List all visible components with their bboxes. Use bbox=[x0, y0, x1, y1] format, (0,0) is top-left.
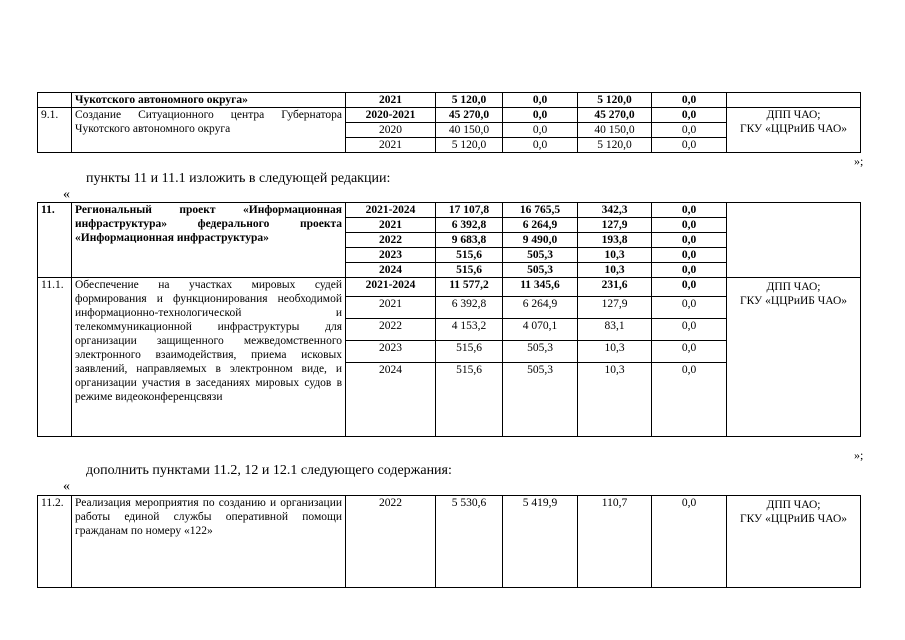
period-cell: 2021-2024 bbox=[346, 278, 436, 297]
amount-cell: 10,3 bbox=[578, 263, 652, 278]
opening-quote: « bbox=[63, 187, 70, 202]
amount-cell: 0,0 bbox=[652, 93, 727, 108]
period-cell: 2023 bbox=[346, 248, 436, 263]
program-table-part-3 bbox=[37, 495, 861, 588]
amount-cell: 0,0 bbox=[503, 108, 578, 123]
org-cell bbox=[727, 108, 861, 153]
closing-quote: »; bbox=[854, 154, 864, 168]
amount-cell: 5 120,0 bbox=[578, 93, 652, 108]
instruction-paragraph: пункты 11 и 11.1 изложить в следующей редакции: bbox=[86, 171, 391, 186]
period-cell: 2021 bbox=[346, 93, 436, 108]
amount-cell: 0,0 bbox=[652, 248, 727, 263]
amount-cell: 110,7 bbox=[578, 496, 652, 588]
period-cell: 2022 bbox=[346, 496, 436, 588]
amount-cell: 6 264,9 bbox=[503, 297, 578, 319]
amount-cell: 9 490,0 bbox=[503, 233, 578, 248]
org-line: ДПП ЧАО; bbox=[766, 281, 821, 293]
amount-cell: 0,0 bbox=[652, 341, 727, 363]
period-cell: 2024 bbox=[346, 363, 436, 437]
amount-cell: 505,3 bbox=[503, 248, 578, 263]
total-cell: 6 392,8 bbox=[436, 297, 503, 319]
amount-cell: 5 419,9 bbox=[503, 496, 578, 588]
row-description: Региональный проект «Информационная инфраструктура» федерального проекта «Информационная инфраструктура» bbox=[72, 203, 346, 278]
total-cell: 515,6 bbox=[436, 263, 503, 278]
amount-cell: 231,6 bbox=[578, 278, 652, 297]
row-number: 11. bbox=[38, 203, 72, 278]
amount-cell: 127,9 bbox=[578, 297, 652, 319]
amount-cell: 4 070,1 bbox=[503, 319, 578, 341]
amount-cell: 0,0 bbox=[652, 278, 727, 297]
amount-cell: 0,0 bbox=[652, 233, 727, 248]
row-description: Обеспечение на участках мировых судей формирования и функционирования необходимой информационно-технологической и телекоммуникационной инфраструктуры для организации защищенного межведомственного электронного взаимодействия, приема исковых заявлений, направляемых в электронном виде, и организации участия в заседаниях мировых судов в режиме видеоконференцсвязи bbox=[72, 278, 346, 437]
total-cell: 515,6 bbox=[436, 341, 503, 363]
period-cell: 2024 bbox=[346, 263, 436, 278]
amount-cell: 45 270,0 bbox=[578, 108, 652, 123]
amount-cell: 16 765,5 bbox=[503, 203, 578, 218]
total-cell: 17 107,8 bbox=[436, 203, 503, 218]
total-cell: 9 683,8 bbox=[436, 233, 503, 248]
amount-cell: 0,0 bbox=[503, 138, 578, 153]
program-table-part-2 bbox=[37, 202, 861, 437]
amount-cell: 0,0 bbox=[652, 123, 727, 138]
amount-cell: 127,9 bbox=[578, 218, 652, 233]
org-line: ДПП ЧАО; bbox=[766, 499, 821, 511]
period-cell: 2022 bbox=[346, 319, 436, 341]
amount-cell: 0,0 bbox=[652, 108, 727, 123]
row-number: 11.1. bbox=[38, 278, 72, 437]
total-cell: 515,6 bbox=[436, 363, 503, 437]
amount-cell: 342,3 bbox=[578, 203, 652, 218]
amount-cell: 10,3 bbox=[578, 341, 652, 363]
amount-cell: 5 120,0 bbox=[578, 138, 652, 153]
table-row bbox=[38, 108, 861, 123]
org-cell bbox=[727, 203, 861, 278]
period-cell: 2021 bbox=[346, 218, 436, 233]
table-row bbox=[38, 93, 861, 108]
amount-cell: 505,3 bbox=[503, 363, 578, 437]
amount-cell: 0,0 bbox=[652, 218, 727, 233]
org-line: ГКУ «ЦЦРиИБ ЧАО» bbox=[739, 295, 848, 307]
period-cell: 2020 bbox=[346, 123, 436, 138]
amount-cell: 505,3 bbox=[503, 341, 578, 363]
total-cell: 5 120,0 bbox=[436, 138, 503, 153]
program-table-part-1 bbox=[37, 92, 861, 153]
table-row bbox=[38, 496, 861, 588]
amount-cell: 0,0 bbox=[652, 496, 727, 588]
amount-cell: 505,3 bbox=[503, 263, 578, 278]
period-cell: 2022 bbox=[346, 233, 436, 248]
total-cell: 5 530,6 bbox=[436, 496, 503, 588]
amount-cell: 0,0 bbox=[652, 297, 727, 319]
closing-quote: »; bbox=[854, 448, 864, 462]
row-description: Чукотского автономного округа» bbox=[72, 93, 346, 108]
org-cell bbox=[727, 93, 861, 108]
period-cell: 2023 bbox=[346, 341, 436, 363]
amount-cell: 10,3 bbox=[578, 363, 652, 437]
amount-cell: 40 150,0 bbox=[578, 123, 652, 138]
period-cell: 2021 bbox=[346, 138, 436, 153]
org-cell bbox=[727, 278, 861, 437]
total-cell: 11 577,2 bbox=[436, 278, 503, 297]
opening-quote: « bbox=[63, 479, 70, 494]
total-cell: 4 153,2 bbox=[436, 319, 503, 341]
amount-cell: 0,0 bbox=[652, 138, 727, 153]
total-cell: 515,6 bbox=[436, 248, 503, 263]
amount-cell: 11 345,6 bbox=[503, 278, 578, 297]
org-line: ГКУ «ЦЦРиИБ ЧАО» bbox=[739, 123, 848, 135]
row-number: 9.1. bbox=[38, 108, 72, 153]
org-cell bbox=[727, 496, 861, 588]
amount-cell: 6 264,9 bbox=[503, 218, 578, 233]
total-cell: 40 150,0 bbox=[436, 123, 503, 138]
amount-cell: 0,0 bbox=[652, 319, 727, 341]
amount-cell: 0,0 bbox=[503, 93, 578, 108]
org-line: ГКУ «ЦЦРиИБ ЧАО» bbox=[739, 513, 848, 525]
total-cell: 6 392,8 bbox=[436, 218, 503, 233]
total-cell: 5 120,0 bbox=[436, 93, 503, 108]
total-cell: 45 270,0 bbox=[436, 108, 503, 123]
row-description: Реализация мероприятия по созданию и организации работы единой службы оперативной помощи гражданам по номеру «122» bbox=[72, 496, 346, 588]
amount-cell: 193,8 bbox=[578, 233, 652, 248]
period-cell: 2020-2021 bbox=[346, 108, 436, 123]
amount-cell: 0,0 bbox=[652, 363, 727, 437]
amount-cell: 0,0 bbox=[503, 123, 578, 138]
amount-cell: 0,0 bbox=[652, 203, 727, 218]
amount-cell: 0,0 bbox=[652, 263, 727, 278]
period-cell: 2021-2024 bbox=[346, 203, 436, 218]
org-line: ДПП ЧАО; bbox=[766, 109, 821, 121]
row-number bbox=[38, 93, 72, 108]
instruction-paragraph: дополнить пунктами 11.2, 12 и 12.1 следующего содержания: bbox=[86, 463, 452, 478]
table-row bbox=[38, 278, 861, 297]
row-description: Создание Ситуационного центра Губернатора Чукотского автономного округа bbox=[72, 108, 346, 153]
amount-cell: 10,3 bbox=[578, 248, 652, 263]
row-number: 11.2. bbox=[38, 496, 72, 588]
table-row bbox=[38, 203, 861, 218]
period-cell: 2021 bbox=[346, 297, 436, 319]
amount-cell: 83,1 bbox=[578, 319, 652, 341]
